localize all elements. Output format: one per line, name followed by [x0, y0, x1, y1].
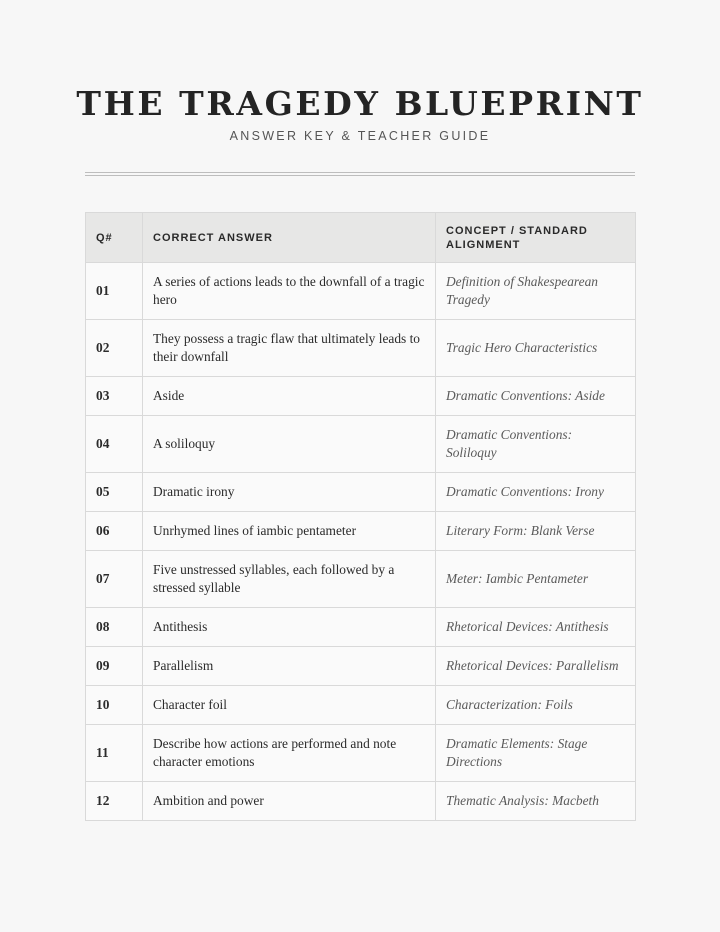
- header-divider: [85, 172, 635, 173]
- correct-answer: Five unstressed syllables, each followed by a stressed syllable: [143, 551, 436, 608]
- column-header-correct-answer: CORRECT ANSWER: [143, 213, 436, 263]
- correct-answer: They possess a tragic flaw that ultimately leads to their downfall: [143, 320, 436, 377]
- question-number: 02: [86, 320, 143, 377]
- concept-alignment: Literary Form: Blank Verse: [436, 512, 636, 551]
- header-divider-secondary: [85, 175, 635, 176]
- correct-answer: Describe how actions are performed and note character emotions: [143, 725, 436, 782]
- answer-key-table: [85, 212, 636, 821]
- question-number: 11: [86, 725, 143, 782]
- table-row: [86, 263, 636, 320]
- correct-answer: Ambition and power: [143, 782, 436, 821]
- question-number: 03: [86, 377, 143, 416]
- concept-alignment: Meter: Iambic Pentameter: [436, 551, 636, 608]
- concept-alignment: Dramatic Conventions: Soliloquy: [436, 416, 636, 473]
- concept-alignment: Rhetorical Devices: Antithesis: [436, 608, 636, 647]
- table-row: [86, 608, 636, 647]
- table-row: [86, 647, 636, 686]
- question-number: 05: [86, 473, 143, 512]
- column-header-question-number: Q#: [86, 213, 143, 263]
- table-header-row: [86, 213, 636, 263]
- page-title: THE TRAGEDY BLUEPRINT: [76, 84, 644, 123]
- concept-alignment: Thematic Analysis: Macbeth: [436, 782, 636, 821]
- question-number: 12: [86, 782, 143, 821]
- question-number: 01: [86, 263, 143, 320]
- concept-alignment: Rhetorical Devices: Parallelism: [436, 647, 636, 686]
- question-number: 07: [86, 551, 143, 608]
- concept-alignment: Dramatic Conventions: Aside: [436, 377, 636, 416]
- table-row: [86, 512, 636, 551]
- correct-answer: A series of actions leads to the downfall of a tragic hero: [143, 263, 436, 320]
- column-header-concept: CONCEPT / STANDARD ALIGNMENT: [436, 213, 636, 263]
- question-number: 06: [86, 512, 143, 551]
- concept-alignment: Characterization: Foils: [436, 686, 636, 725]
- page-subtitle: ANSWER KEY & TEACHER GUIDE: [229, 129, 491, 143]
- question-number: 04: [86, 416, 143, 473]
- correct-answer: Antithesis: [143, 608, 436, 647]
- question-number: 10: [86, 686, 143, 725]
- correct-answer: Parallelism: [143, 647, 436, 686]
- correct-answer: Unrhymed lines of iambic pentameter: [143, 512, 436, 551]
- correct-answer: Dramatic irony: [143, 473, 436, 512]
- table-row: [86, 377, 636, 416]
- table-row: [86, 473, 636, 512]
- concept-alignment: Definition of Shakespearean Tragedy: [436, 263, 636, 320]
- table-row: [86, 416, 636, 473]
- table-row: [86, 551, 636, 608]
- concept-alignment: Dramatic Elements: Stage Directions: [436, 725, 636, 782]
- correct-answer: A soliloquy: [143, 416, 436, 473]
- question-number: 08: [86, 608, 143, 647]
- concept-alignment: Tragic Hero Characteristics: [436, 320, 636, 377]
- table-row: [86, 320, 636, 377]
- table-row: [86, 782, 636, 821]
- table-row: [86, 686, 636, 725]
- question-number: 09: [86, 647, 143, 686]
- correct-answer: Aside: [143, 377, 436, 416]
- table-row: [86, 725, 636, 782]
- concept-alignment: Dramatic Conventions: Irony: [436, 473, 636, 512]
- correct-answer: Character foil: [143, 686, 436, 725]
